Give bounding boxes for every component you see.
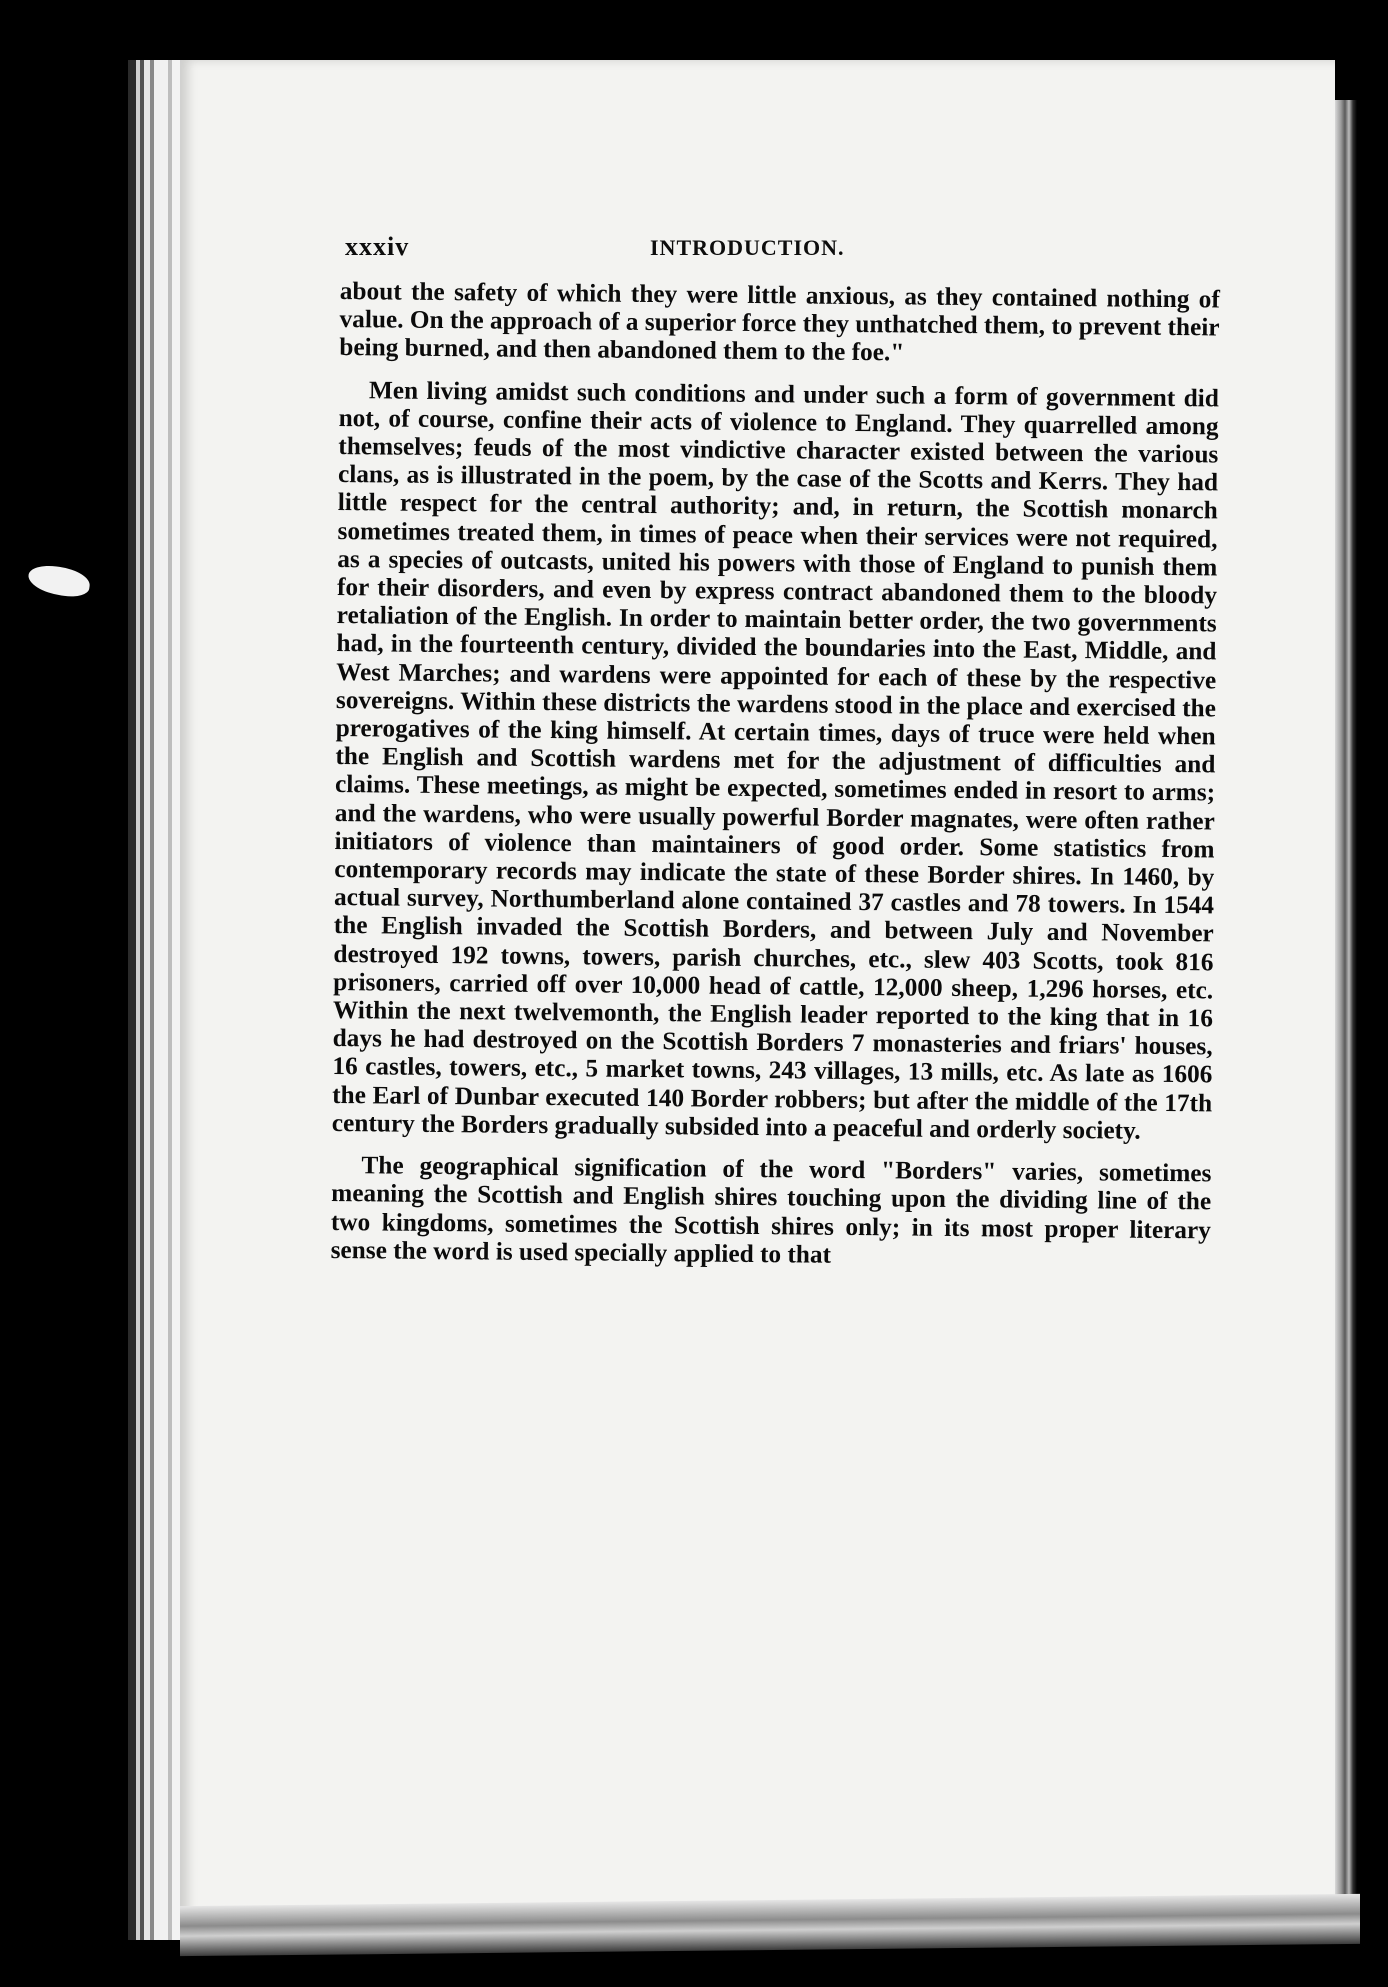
page-header bbox=[345, 232, 1230, 264]
page-number: xxxiv bbox=[345, 232, 410, 261]
paragraph-3: The geographical signification of the word "Borders" varies, sometimes meaning the Scottish and English shires touching upon the dividing line of the two kingdoms, sometimes the Scottish shires only; in its most proper literary sense the word is used specially applied to that bbox=[330, 1151, 1212, 1269]
paper-scrap bbox=[26, 563, 91, 599]
body-text bbox=[331, 277, 1220, 1272]
running-title: INTRODUCTION. bbox=[650, 235, 845, 260]
right-page-edge bbox=[1335, 100, 1357, 1900]
book-binding-edge bbox=[128, 60, 186, 1940]
paragraph-1: about the safety of which they were little anxious, as they contained nothing of value. On the approach of a superior force they unthatched them, to prevent their being burned, and then abandoned them to the foe." bbox=[339, 277, 1220, 367]
paragraph-2: Men living amidst such conditions and under such a form of government did not, of course, confine their acts of violence to England. They quarrelled among themselves; feuds of the most vindictive character existed between the various clans, as is illustrated in the poem, by the case of the Scotts and Kerrs. They had little respect for the central authority; and, in return, the Scottish monarch sometimes treated them, in times of peace when their services were not required, as a species of outcasts, united his powers with those of England to punish them for their disorders, and even by express contract abandoned them to the bloody retaliation of the English. In order to maintain better order, the two governments had, in the fourteenth century, divided the boundaries into the East, Middle, and West Marches; and wardens were appointed for each of these by the respective sovereigns. Within these districts the wardens stood in the place and exercised the prerogatives of the king himself. At certain times, days of truce were held when the English and Scottish wardens met for the adjustment of difficulties and claims. These meetings, as might be expected, sometimes ended in resort to arms; and the wardens, who were usually powerful Border magnates, were often rather initiators of violence than maintainers of good order. Some statistics from contemporary records may indicate the state of these Border shires. In 1460, by actual survey, Northumberland alone contained 37 castles and 78 towers. In 1544 the English invaded the Scottish Borders, and between July and November destroyed 192 towns, towers, parish churches, etc., slew 403 Scotts, took 816 prisoners, carried off over 10,000 head of cattle, 12,000 sheep, 1,296 horses, etc. Within the next twelvemonth, the English leader reported to the king that in 16 days he had destroyed on the Scottish Borders 7 monasteries and friars' houses, 16 castles, towers, etc., 5 market towns, 243 villages, 13 mills, etc. As late as 1606 the Earl of Dunbar executed 140 Border robbers; but after the middle of the 17th century the Borders gradually subsided into a peaceful and orderly society. bbox=[331, 375, 1220, 1145]
